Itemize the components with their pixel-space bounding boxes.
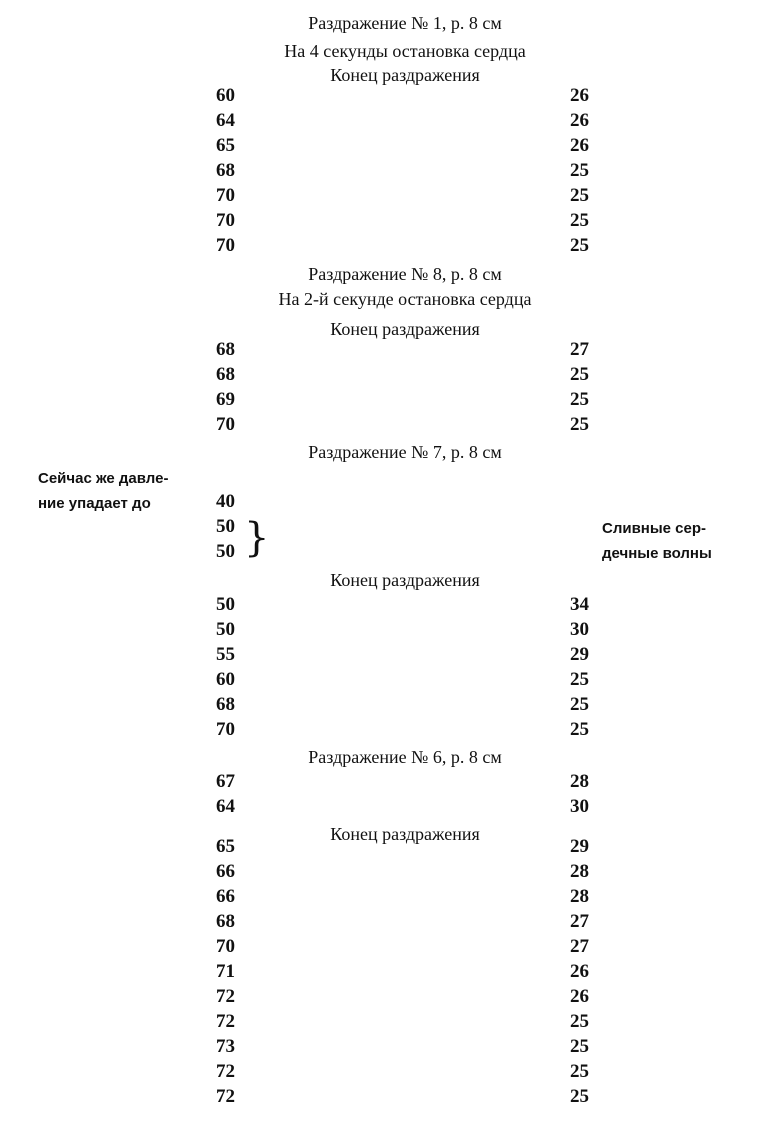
- value-right: 26: [570, 110, 589, 131]
- value-right: 26: [570, 135, 589, 156]
- block4-end: Конец раздражения: [330, 824, 480, 844]
- value-right: 26: [570, 986, 589, 1007]
- value-right: 27: [570, 339, 589, 360]
- value-left: 73: [216, 1036, 235, 1057]
- left-note-line1: Сейчас же давле-: [38, 470, 169, 487]
- value-right: 30: [570, 796, 589, 817]
- left-note-line2: ние упадает до: [38, 495, 151, 512]
- value-right: 28: [570, 771, 589, 792]
- value-left: 50: [216, 619, 235, 640]
- value-right: 26: [570, 961, 589, 982]
- value-left: 72: [216, 1061, 235, 1082]
- value-left: 68: [216, 364, 235, 385]
- value-left: 68: [216, 160, 235, 181]
- value-right: 25: [570, 1061, 589, 1082]
- value-right: 25: [570, 719, 589, 740]
- value-left: 70: [216, 414, 235, 435]
- block2-title: Раздражение № 8, р. 8 см: [308, 264, 502, 284]
- value-right: 25: [570, 694, 589, 715]
- block2-end: Конец раздражения: [330, 319, 480, 339]
- pressure-value: 50: [216, 516, 235, 537]
- pressure-value: 50: [216, 541, 235, 562]
- value-left: 71: [216, 961, 235, 982]
- value-right: 25: [570, 160, 589, 181]
- value-left: 66: [216, 886, 235, 907]
- value-right: 25: [570, 669, 589, 690]
- value-right: 29: [570, 644, 589, 665]
- value-left: 70: [216, 235, 235, 256]
- value-right: 25: [570, 1086, 589, 1107]
- value-left: 65: [216, 836, 235, 857]
- block1-note: На 4 секунды остановка сердца: [284, 41, 526, 61]
- block4-title: Раздражение № 6, р. 8 см: [308, 747, 502, 767]
- value-left: 70: [216, 719, 235, 740]
- value-right: 30: [570, 619, 589, 640]
- value-left: 55: [216, 644, 235, 665]
- value-right: 25: [570, 1036, 589, 1057]
- value-left: 68: [216, 911, 235, 932]
- value-left: 72: [216, 1011, 235, 1032]
- value-right: 25: [570, 210, 589, 231]
- value-left: 68: [216, 694, 235, 715]
- value-left: 68: [216, 339, 235, 360]
- block1-title: Раздражение № 1, р. 8 см: [308, 13, 502, 33]
- value-right: 25: [570, 235, 589, 256]
- value-left: 66: [216, 861, 235, 882]
- block3-end: Конец раздражения: [330, 570, 480, 590]
- value-right: 27: [570, 911, 589, 932]
- value-left: 64: [216, 110, 235, 131]
- value-left: 72: [216, 986, 235, 1007]
- value-right: 25: [570, 364, 589, 385]
- value-left: 70: [216, 210, 235, 231]
- block1-end: Конец раздражения: [330, 65, 480, 85]
- value-left: 72: [216, 1086, 235, 1107]
- block2-note: На 2-й секунде остановка сердца: [278, 289, 532, 309]
- right-note-line2: дечные волны: [602, 545, 712, 562]
- value-left: 60: [216, 85, 235, 106]
- value-right: 29: [570, 836, 589, 857]
- value-right: 25: [570, 414, 589, 435]
- value-left: 67: [216, 771, 235, 792]
- value-right: 28: [570, 861, 589, 882]
- value-right: 25: [570, 389, 589, 410]
- value-left: 64: [216, 796, 235, 817]
- value-left: 60: [216, 669, 235, 690]
- pressure-drop-value: 40: [216, 491, 235, 512]
- value-left: 65: [216, 135, 235, 156]
- value-left: 70: [216, 185, 235, 206]
- value-left: 69: [216, 389, 235, 410]
- value-right: 27: [570, 936, 589, 957]
- value-right: 28: [570, 886, 589, 907]
- value-right: 25: [570, 1011, 589, 1032]
- right-note-line1: Сливные сер-: [602, 520, 707, 537]
- value-left: 70: [216, 936, 235, 957]
- brace-mark: }: [244, 515, 270, 561]
- value-right: 34: [570, 594, 589, 615]
- block3-title: Раздражение № 7, р. 8 см: [308, 442, 502, 462]
- value-right: 26: [570, 85, 589, 106]
- value-right: 25: [570, 185, 589, 206]
- value-left: 50: [216, 594, 235, 615]
